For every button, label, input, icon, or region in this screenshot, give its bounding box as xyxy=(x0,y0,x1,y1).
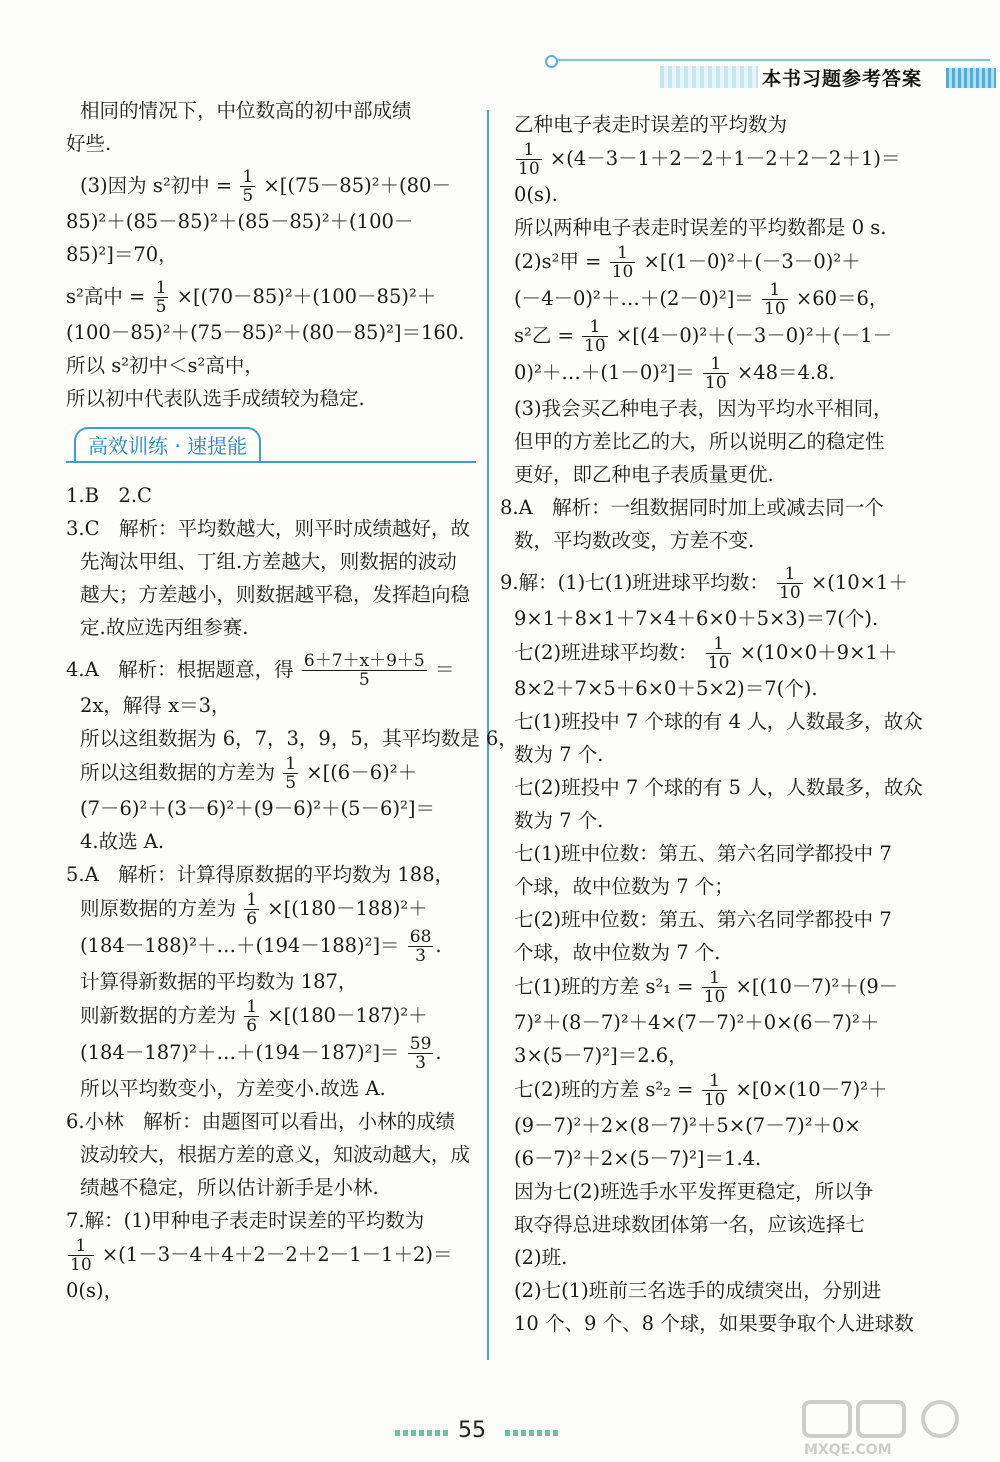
answer-line: (2)s²甲 = $\frac{1}{10}$ ×[(1－0)²＋(－3－0)²＋ xyxy=(514,243,861,282)
answer-line: (2)七(1)班前三名选手的成绩突出，分别进 xyxy=(514,1279,882,1302)
footer-decor-right xyxy=(505,1430,560,1436)
answer-line: 4.A 解析：根据题意，得 $\frac{6+7+x+9+5}{5}$ ＝ xyxy=(66,651,455,690)
answer-line: 7.解：(1)甲种电子表走时误差的平均数为 xyxy=(66,1209,425,1232)
answer-line: 越大；方差越小，则数据越平稳，发挥趋向稳 xyxy=(80,583,471,606)
fraction: $\frac{1}{10}$ xyxy=(703,968,726,1007)
formula-line: 所以 s²初中＜s²高中， xyxy=(66,354,264,377)
text-line: 相同的情况下，中位数高的初中部成绩 xyxy=(80,99,412,122)
page-header-title: 本书习题参考答案 xyxy=(762,68,923,90)
answer-line: 数，平均数改变，方差不变. xyxy=(514,529,755,552)
text-line: 好些. xyxy=(66,132,112,155)
answer-line: 七(1)班中位数：第五、第六名同学都投中 7 xyxy=(514,842,892,865)
answer-line: $\frac{1}{10}$ ×(4－3－1＋2－2＋1－2＋2－2＋1)＝ xyxy=(518,140,901,179)
fraction: $\frac{1}{10}$ xyxy=(70,1236,92,1275)
answer-line: (7－6)²＋(3－6)²＋(9－6)²＋(5－6)²]＝ xyxy=(80,797,435,820)
answer-line: (2)班. xyxy=(514,1246,568,1269)
answer-line: 5.A 解析：计算得原数据的平均数为 188， xyxy=(66,863,455,886)
fraction: $\frac{1}{10}$ xyxy=(779,564,801,603)
answer-line: 因为七(2)班选手水平发挥更稳定，所以争 xyxy=(514,1180,874,1203)
answer-line: 9.解：(1)七(1)班进球平均数： $\frac{1}{10}$ ×(10×1＋ xyxy=(500,564,908,603)
answer-line: 七(2)班中位数：第五、第六名同学都投中 7 xyxy=(514,908,892,931)
answer-line: 先淘汰甲组、丁组.方差越大，则数据的波动 xyxy=(80,550,457,573)
fraction: $\frac{1}{10}$ xyxy=(764,280,786,319)
answer-line: 7)²＋(8－7)²＋4×(7－7)²＋0×(6－7)²＋ xyxy=(514,1011,880,1034)
fraction: $\frac{6+7+x+9+5}{5}$ xyxy=(303,651,425,690)
header-decor-band xyxy=(660,66,758,88)
header-rule xyxy=(550,59,990,61)
answer-line: 个球，故中位数为 7 个； xyxy=(514,875,734,898)
answer-line: $\frac{1}{10}$ ×(1－3－4＋4＋2－2＋2－1－1＋2)＝ xyxy=(70,1236,453,1275)
answer-line: 数为 7 个. xyxy=(514,809,604,832)
fraction: $\frac{68}{3}$ xyxy=(409,927,432,966)
answer-line: 七(2)班的方差 s²₂ = $\frac{1}{10}$ ×[0×(10－7)²＋ xyxy=(514,1071,888,1110)
fraction: $\frac{1}{10}$ xyxy=(584,317,606,356)
formula-line: 85)²＋(85－85)²＋(85－85)²＋(100－ xyxy=(66,210,414,233)
answer-line: 所以这组数据为 6，7，3，9，5，其平均数是 6， xyxy=(80,727,518,750)
watermark-logo-icon xyxy=(800,1400,990,1458)
answer-line: 0)²＋…＋(1－0)²]＝ $\frac{1}{10}$ ×48＝4.8. xyxy=(514,354,835,393)
footer-decor-left xyxy=(395,1430,450,1436)
fraction: $\frac{59}{3}$ xyxy=(409,1034,432,1073)
answer-line: 所以这组数据的方差为 $\frac{1}{5}$ ×[(6－6)²＋ xyxy=(80,754,418,793)
answer-line: 3.C 解析：平均数越大，则平时成绩越好，故 xyxy=(66,517,471,540)
fraction: $\frac{1}{6}$ xyxy=(246,890,258,929)
formula-line: 85)²]＝70， xyxy=(66,243,178,266)
answer-line: (－4－0)²＋…＋(2－0)²]＝ $\frac{1}{10}$ ×60＝6， xyxy=(514,280,889,319)
answer-line: 七(2)班投中 7 个球的有 5 人，人数最多，故众 xyxy=(514,776,923,799)
answer-line: 但甲的方差比乙的大，所以说明乙的稳定性 xyxy=(514,430,885,453)
fraction: $\frac{1}{10}$ xyxy=(705,354,727,393)
header-dot-icon xyxy=(545,55,558,68)
section-heading xyxy=(66,425,476,465)
right-column xyxy=(500,108,930,1340)
answer-line: 8×2＋7×5＋6×0＋5×2)＝7(个). xyxy=(514,677,818,700)
fraction: $\frac{1}{10}$ xyxy=(707,634,730,673)
fraction: $\frac{1}{5}$ xyxy=(285,754,297,793)
answer-line: 所以平均数变小，方差变小.故选 A. xyxy=(80,1077,386,1100)
answer-line: s²乙 = $\frac{1}{10}$ ×[(4－0)²＋(－3－0)²＋(－1－ xyxy=(514,317,893,356)
answer-line: 数为 7 个. xyxy=(514,743,604,766)
answer-line: (6－7)²＋2×(5－7)²]＝1.4. xyxy=(514,1147,762,1170)
answer-line: 绩越不稳定，所以估计新手是小林. xyxy=(80,1176,379,1199)
answer-line: 8.A 解析：一组数据同时加上或减去同一个 xyxy=(500,496,884,519)
answer-line: (184－188)²＋…＋(194－188)²]＝ $\frac{68}{3}$ . xyxy=(80,927,442,966)
answer-line: 1.B 2.C xyxy=(66,484,152,507)
answer-line: 2x，解得 x＝3， xyxy=(80,694,231,717)
formula-line: s²高中 = $\frac{1}{5}$ ×[(70－85)²＋(100－85)²＋ xyxy=(66,278,437,317)
fraction: $\frac{1}{6}$ xyxy=(246,997,258,1036)
answer-line: 七(1)班投中 7 个球的有 4 人，人数最多，故众 xyxy=(514,710,923,733)
fraction: $\frac{1}{5}$ xyxy=(242,167,254,206)
answer-line: 波动较大，根据方差的意义，知波动越大，成 xyxy=(80,1143,471,1166)
watermark-text: MXQE.COM xyxy=(804,1442,892,1458)
answer-line: 3×(5－7)²]＝2.6， xyxy=(514,1044,688,1067)
page-number: 55 xyxy=(458,1418,486,1443)
answer-line: 计算得新数据的平均数为 187， xyxy=(80,970,358,993)
formula-line: (100－85)²＋(75－85)²＋(80－85)²]＝160. xyxy=(66,321,465,344)
answer-line: (184－187)²＋…＋(194－187)²]＝ $\frac{59}{3}$ . xyxy=(80,1034,442,1073)
answer-line: 0(s)， xyxy=(66,1279,124,1302)
answer-line: 0(s). xyxy=(514,183,558,206)
fraction: $\frac{1}{5}$ xyxy=(155,278,167,317)
answer-line: 所以两种电子表走时误差的平均数都是 0 s. xyxy=(514,216,887,239)
answer-line: 则新数据的方差为 $\frac{1}{6}$ ×[(180－187)²＋ xyxy=(80,997,428,1036)
answer-line: 则原数据的方差为 $\frac{1}{6}$ ×[(180－188)²＋ xyxy=(80,890,428,929)
fraction: $\frac{1}{10}$ xyxy=(703,1071,726,1110)
answer-line: 6.小林 解析：由题图可以看出，小林的成绩 xyxy=(66,1110,456,1133)
answer-line: 4.故选 A. xyxy=(80,830,165,853)
formula-line: (3)因为 s²初中 = $\frac{1}{5}$ ×[(75－85)²＋(80－ xyxy=(80,167,451,206)
answer-line: 乙种电子表走时误差的平均数为 xyxy=(514,113,788,136)
answer-line: 取夺得总进球数团体第一名，应该选择七 xyxy=(514,1213,866,1236)
answer-line: 七(1)班的方差 s²₁ = $\frac{1}{10}$ ×[(10－7)²＋(9－ xyxy=(514,968,899,1007)
answer-line: (3)我会买乙种电子表，因为平均水平相同， xyxy=(514,397,893,420)
answer-line: 9×1＋8×1＋7×4＋6×0＋5×3)＝7(个). xyxy=(514,607,879,630)
answer-line: 个球，故中位数为 7 个. xyxy=(514,941,721,964)
answer-line: 10 个、9 个、8 个球，如果要争取个人进球数 xyxy=(514,1312,914,1335)
fraction: $\frac{1}{10}$ xyxy=(611,243,634,282)
fraction: $\frac{1}{10}$ xyxy=(518,140,540,179)
text-line: 所以初中代表队选手成绩较为稳定. xyxy=(66,387,365,410)
answer-line: 更好，即乙种电子表质量更优. xyxy=(514,463,774,486)
left-column xyxy=(66,94,518,1307)
header-decor-stripe xyxy=(946,68,996,88)
answer-line: 定.故应选丙组参赛. xyxy=(80,616,249,639)
answer-line: 七(2)班进球平均数： $\frac{1}{10}$ ×(10×0＋9×1＋ xyxy=(514,634,898,673)
answer-line: (9－7)²＋2×(8－7)²＋5×(7－7)²＋0× xyxy=(514,1114,861,1137)
section-heading-label: 高效训练 · 速提能 xyxy=(74,427,261,463)
